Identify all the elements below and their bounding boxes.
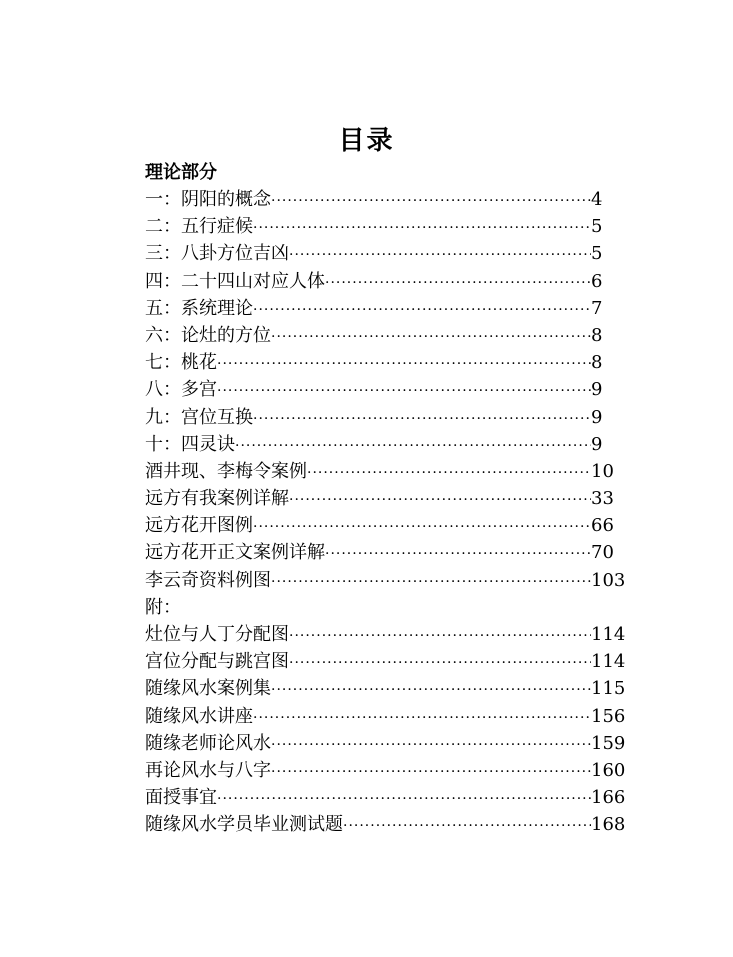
toc-entry-page: 7 (591, 297, 603, 319)
toc-entry-title: 随缘老师论风水 (145, 732, 271, 754)
dot-leader (217, 378, 591, 405)
toc-entry-title: 随缘风水学员毕业测试题 (145, 814, 343, 836)
toc-entry-page: 10 (591, 460, 614, 482)
toc-title: 目录 (338, 126, 395, 156)
toc-entry-title: 灶位与人丁分配图 (145, 624, 289, 645)
dot-leader (289, 487, 591, 514)
dot-leader (253, 406, 591, 433)
toc-entry-title: 六：论灶的方位 (145, 324, 271, 346)
dot-leader (307, 460, 591, 487)
toc-entry-title: 远方花开正文案例详解 (145, 542, 325, 564)
toc-entry[interactable] (145, 703, 625, 730)
toc-entry[interactable] (145, 349, 625, 376)
toc-entry-page: 70 (591, 542, 614, 564)
toc-entry-page: 9 (591, 406, 603, 428)
dot-leader (271, 732, 591, 759)
toc-entry-page: 6 (591, 270, 603, 292)
toc-entry-title: 远方花开图例 (145, 515, 253, 537)
toc-entry-title: 四：二十四山对应人体 (145, 270, 325, 292)
toc-entry-title: 八：多宫 (145, 379, 217, 401)
toc-entry-page: 8 (591, 324, 603, 346)
dot-leader (217, 351, 591, 378)
toc-entry-title: 远方有我案例详解 (145, 488, 289, 510)
toc-entry-title: 附： (145, 596, 181, 618)
toc-entry[interactable] (145, 485, 625, 512)
toc-entry-page: 5 (591, 216, 603, 238)
toc-entry-title: 酒井现、李梅令案例 (145, 460, 307, 482)
toc-appendix-heading (145, 594, 625, 621)
dot-leader (217, 786, 591, 813)
toc-entry-title: 面授事宜 (145, 787, 217, 809)
toc-entry-title: 九：宫位互换 (145, 406, 253, 428)
toc-entry[interactable] (145, 784, 625, 811)
toc-entry-page: 9 (591, 433, 603, 455)
toc-entry[interactable] (145, 730, 625, 757)
toc-entry[interactable] (145, 268, 625, 295)
toc-entry[interactable] (145, 295, 625, 322)
toc-entry[interactable] (145, 431, 625, 458)
dot-leader (271, 188, 591, 215)
dot-leader (289, 242, 591, 269)
toc-entry[interactable] (145, 648, 625, 675)
dot-leader (343, 813, 591, 840)
dot-leader (271, 569, 591, 596)
toc-entry[interactable] (145, 621, 625, 648)
toc-entry[interactable] (145, 404, 625, 431)
dot-leader (325, 541, 591, 568)
toc-entry[interactable] (145, 458, 625, 485)
toc-entry-page: 8 (591, 352, 603, 374)
section-heading: 理论部分 (145, 162, 217, 183)
toc-entry-page: 33 (591, 488, 614, 510)
toc-entry-title: 十：四灵诀 (145, 433, 235, 455)
toc-entry[interactable] (145, 240, 625, 267)
toc-entry[interactable] (145, 186, 625, 213)
toc-entry-page: 114 (591, 624, 626, 645)
toc-entry[interactable] (145, 757, 625, 784)
toc-entry[interactable] (145, 675, 625, 702)
toc-entry-title: 一：阴阳的概念 (145, 189, 271, 210)
toc-entry-page: 160 (591, 759, 626, 781)
toc-entry-page: 115 (591, 678, 626, 700)
dot-leader (325, 270, 591, 297)
dot-leader (289, 623, 591, 650)
toc-entry[interactable] (145, 811, 625, 838)
toc-entry[interactable] (145, 213, 625, 240)
toc-entry-page: 166 (591, 787, 626, 809)
toc-entry-title: 再论风水与八字 (145, 759, 271, 781)
toc-entry-page: 66 (591, 515, 614, 537)
toc-entry[interactable] (145, 376, 625, 403)
dot-leader (253, 297, 591, 324)
toc-entry[interactable] (145, 567, 625, 594)
toc-entry[interactable] (145, 539, 625, 566)
toc-entry-title: 三：八卦方位吉凶 (145, 243, 289, 265)
toc-entry-title: 五：系统理论 (145, 297, 253, 319)
toc-entry[interactable] (145, 512, 625, 539)
dot-leader (253, 215, 591, 242)
dot-leader (235, 433, 591, 460)
dot-leader (271, 324, 591, 351)
toc-entry-title: 七：桃花 (145, 352, 217, 374)
toc-entry-page: 159 (591, 732, 626, 754)
toc-entry-title: 宫位分配与跳宫图 (145, 651, 289, 673)
toc-entry-page: 168 (591, 814, 626, 836)
toc-entry-title: 二：五行症候 (145, 216, 253, 238)
dot-leader (289, 650, 591, 677)
toc-entry-page: 5 (591, 243, 603, 265)
toc-entry-page: 103 (591, 569, 626, 591)
toc-entry-page: 114 (591, 651, 626, 673)
dot-leader (253, 514, 591, 541)
dot-leader (271, 677, 591, 704)
toc-entry[interactable] (145, 322, 625, 349)
dot-leader (271, 759, 591, 786)
toc-list (145, 186, 625, 839)
toc-entry-page: 4 (591, 189, 603, 210)
toc-entry-page: 9 (591, 379, 603, 401)
toc-entry-title: 随缘风水讲座 (145, 705, 253, 727)
dot-leader (253, 705, 591, 732)
toc-entry-title: 李云奇资料例图 (145, 569, 271, 591)
toc-entry-page: 156 (591, 705, 626, 727)
toc-entry-title: 随缘风水案例集 (145, 678, 271, 700)
